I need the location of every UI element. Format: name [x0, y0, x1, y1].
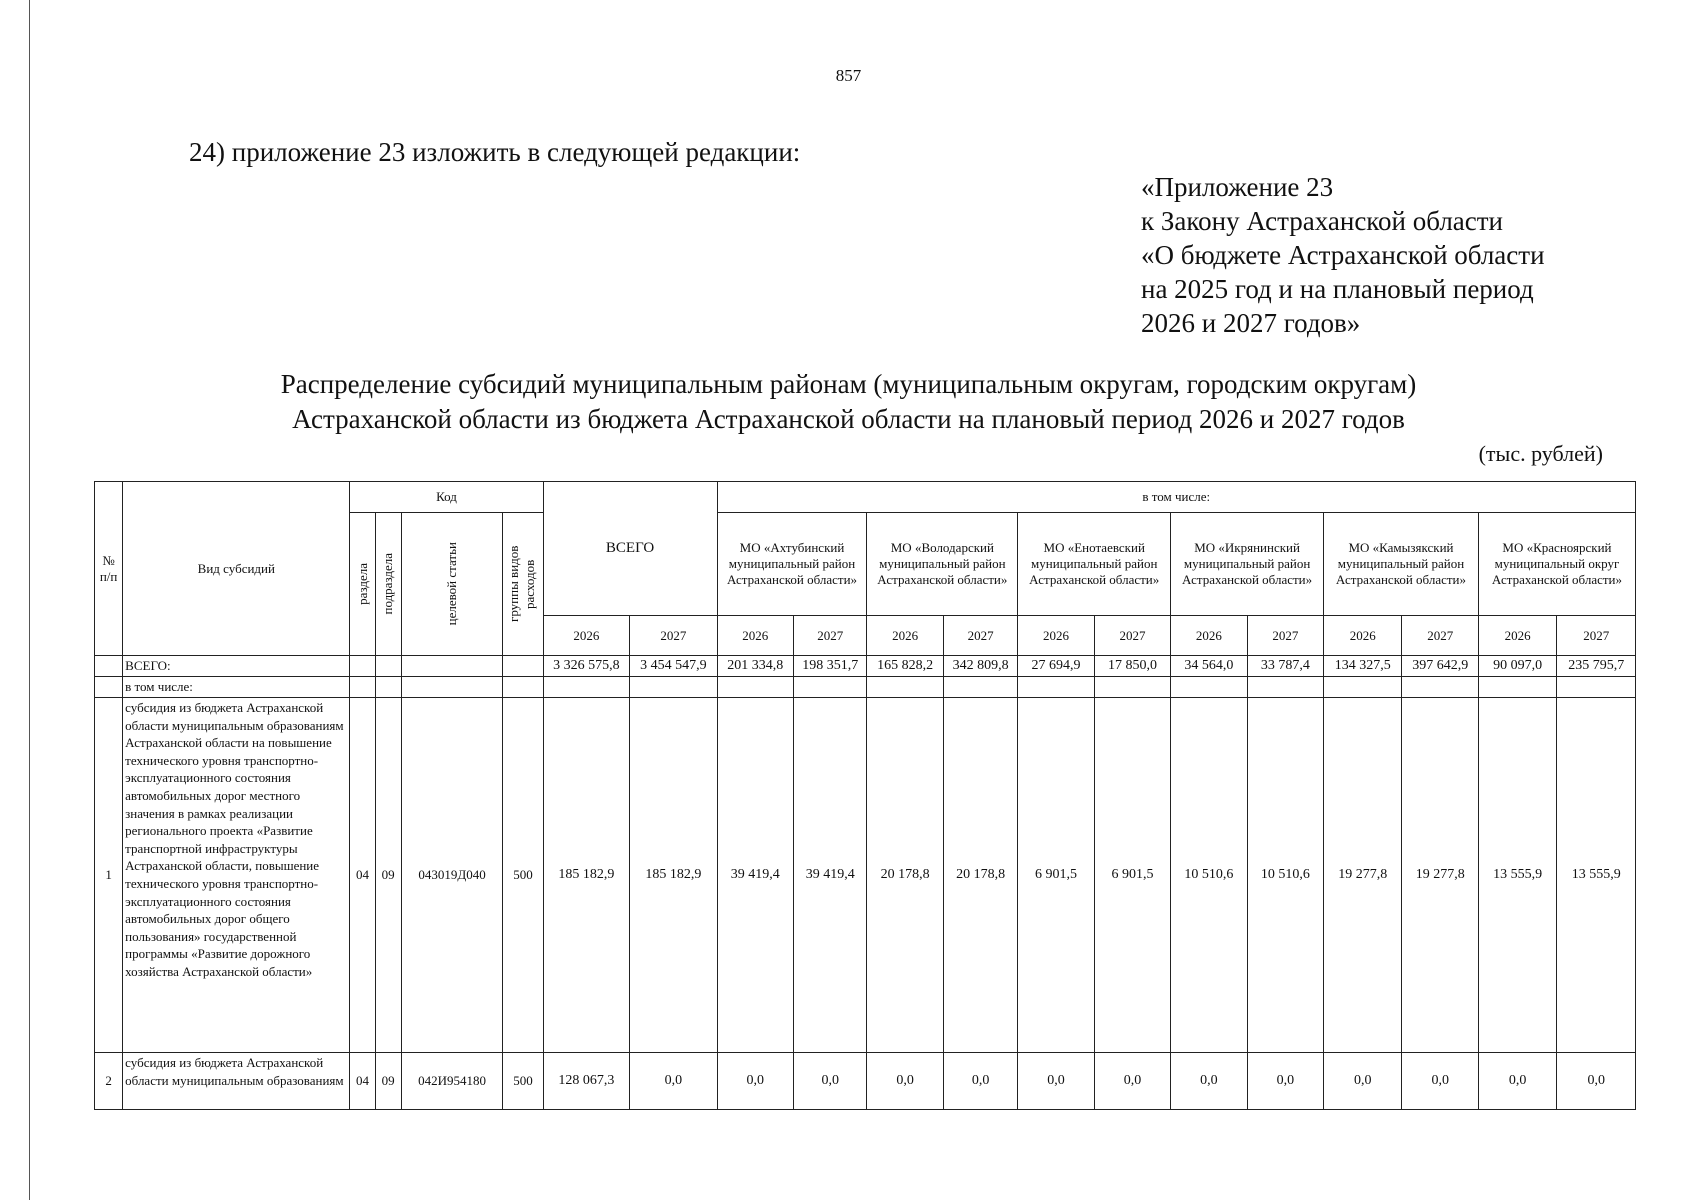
header-vid: группы видов расходов — [503, 513, 543, 656]
total-value: 134 327,5 — [1324, 656, 1402, 677]
row-value: 185 182,9 — [630, 698, 718, 1053]
row-value: 39 419,4 — [717, 698, 793, 1053]
header-statya: целевой статьи — [401, 513, 503, 656]
row-value: 0,0 — [1478, 1053, 1556, 1110]
row-value: 185 182,9 — [543, 698, 630, 1053]
total-value: 33 787,4 — [1247, 656, 1323, 677]
total-value: 165 828,2 — [867, 656, 943, 677]
row-value: 128 067,3 — [543, 1053, 630, 1110]
total-value: 17 850,0 — [1094, 656, 1170, 677]
total-value: 3 326 575,8 — [543, 656, 630, 677]
appendix-line: на 2025 год и на плановый период — [1141, 274, 1534, 304]
total-value: 342 809,8 — [943, 656, 1017, 677]
row-statya: 043019Д040 — [401, 698, 503, 1053]
header-incl: в том числе: — [717, 482, 1635, 513]
header-code: Код — [350, 482, 543, 513]
total-label: ВСЕГО: — [123, 656, 350, 677]
row-value: 0,0 — [867, 1053, 943, 1110]
row-value: 0,0 — [1018, 1053, 1094, 1110]
row-value: 0,0 — [1247, 1053, 1323, 1110]
total-value: 3 454 547,9 — [630, 656, 718, 677]
total-value: 34 564,0 — [1171, 656, 1247, 677]
row-statya: 042И954180 — [401, 1053, 503, 1110]
header-year: 2026 — [543, 616, 630, 656]
appendix-line: 2026 и 2027 годов» — [1141, 308, 1361, 338]
row-value: 0,0 — [1324, 1053, 1402, 1110]
row-no: 2 — [95, 1053, 123, 1110]
row-name: субсидия из бюджета Астраханской области муниципальным образованиям — [123, 1053, 350, 1110]
row-vid: 500 — [503, 1053, 543, 1110]
header-no: № п/п — [95, 482, 123, 656]
total-value: 397 642,9 — [1402, 656, 1478, 677]
row-value: 0,0 — [717, 1053, 793, 1110]
row-podrazdel: 09 — [375, 698, 401, 1053]
header-kind: Вид субсидий — [123, 482, 350, 656]
header-year: 2026 — [1478, 616, 1556, 656]
incl-label: в том числе: — [123, 677, 350, 698]
header-year: 2026 — [717, 616, 793, 656]
table-row — [95, 698, 1636, 1053]
header-municipality: МО «Красноярский муниципальный округ Астраханской области» — [1478, 513, 1635, 616]
title-line: Распределение субсидий муниципальным районам (муниципальным округам, городским округам) — [280, 369, 1417, 399]
total-value: 201 334,8 — [717, 656, 793, 677]
row-value: 0,0 — [1402, 1053, 1478, 1110]
row-value: 10 510,6 — [1171, 698, 1247, 1053]
header-year: 2027 — [1557, 616, 1636, 656]
header-year: 2027 — [943, 616, 1017, 656]
header-year: 2027 — [794, 616, 867, 656]
row-value: 19 277,8 — [1402, 698, 1478, 1053]
header-year: 2026 — [1018, 616, 1094, 656]
page-number: 857 — [835, 66, 862, 85]
header-year: 2027 — [630, 616, 718, 656]
intro-text: 24) приложение 23 изложить в следующей редакции: — [189, 137, 801, 167]
total-row — [95, 656, 1636, 677]
row-value: 20 178,8 — [867, 698, 943, 1053]
row-value: 13 555,9 — [1478, 698, 1556, 1053]
row-value: 0,0 — [943, 1053, 1017, 1110]
header-municipality: МО «Ахтубинский муниципальный район Астраханской области» — [717, 513, 867, 616]
table-row — [95, 1053, 1636, 1110]
row-value: 0,0 — [630, 1053, 718, 1110]
header-year: 2027 — [1402, 616, 1478, 656]
incl-row — [95, 677, 1636, 698]
appendix-line: «О бюджете Астраханской области — [1141, 240, 1545, 270]
subsidy-table — [94, 481, 1636, 1110]
row-value: 20 178,8 — [943, 698, 1017, 1053]
title-line: Астраханской области из бюджета Астраханской области на плановый период 2026 и 2027 годов — [292, 404, 1405, 434]
row-podrazdel: 09 — [375, 1053, 401, 1110]
total-value: 27 694,9 — [1018, 656, 1094, 677]
header-podrazdel: подраздела — [375, 513, 401, 656]
header-municipality: МО «Икрянинский муниципальный район Астраханской области» — [1171, 513, 1324, 616]
appendix-header — [1141, 170, 1545, 340]
header-year: 2026 — [1171, 616, 1247, 656]
header-municipality: МО «Володарский муниципальный район Астраханской области» — [867, 513, 1018, 616]
header-razdel: раздела — [350, 513, 375, 656]
row-value: 0,0 — [1171, 1053, 1247, 1110]
total-value: 90 097,0 — [1478, 656, 1556, 677]
row-value: 39 419,4 — [794, 698, 867, 1053]
row-no: 1 — [95, 698, 123, 1053]
row-value: 0,0 — [1094, 1053, 1170, 1110]
row-vid: 500 — [503, 698, 543, 1053]
header-municipality: МО «Камызякский муниципальный район Астраханской области» — [1324, 513, 1479, 616]
row-razdel: 04 — [350, 698, 375, 1053]
header-municipality: МО «Енотаевский муниципальный район Астраханской области» — [1018, 513, 1171, 616]
header-total: ВСЕГО — [543, 482, 717, 616]
row-razdel: 04 — [350, 1053, 375, 1110]
appendix-line: «Приложение 23 — [1141, 172, 1334, 202]
row-value: 6 901,5 — [1018, 698, 1094, 1053]
header-year: 2027 — [1094, 616, 1170, 656]
total-value: 235 795,7 — [1557, 656, 1636, 677]
page-margin-line — [29, 0, 30, 1200]
header-year: 2026 — [867, 616, 943, 656]
row-name: субсидия из бюджета Астраханской области муниципальным образованиям Астраханской области на повышение технического уровня транспортно-эксплуатационного состояния автомобильных дорог местного значения в рамках реализации регионального проекта «Развитие транспортной инфраструктуры Астраханской области, повышение технического уровня транспортно-эксплуатационного состояния автомобильных дорог общего пользования» государственной программы «Развитие дорожного хозяйства Астраханской области» — [123, 698, 350, 1053]
row-value: 19 277,8 — [1324, 698, 1402, 1053]
row-value: 6 901,5 — [1094, 698, 1170, 1053]
header-year: 2027 — [1247, 616, 1323, 656]
row-value: 0,0 — [794, 1053, 867, 1110]
header-year: 2026 — [1324, 616, 1402, 656]
appendix-line: к Закону Астраханской области — [1141, 206, 1504, 236]
total-value: 198 351,7 — [794, 656, 867, 677]
row-value: 0,0 — [1557, 1053, 1636, 1110]
row-value: 13 555,9 — [1557, 698, 1636, 1053]
row-value: 10 510,6 — [1247, 698, 1323, 1053]
units-label: (тыс. рублей) — [1478, 441, 1603, 466]
document-title — [0, 367, 1697, 437]
